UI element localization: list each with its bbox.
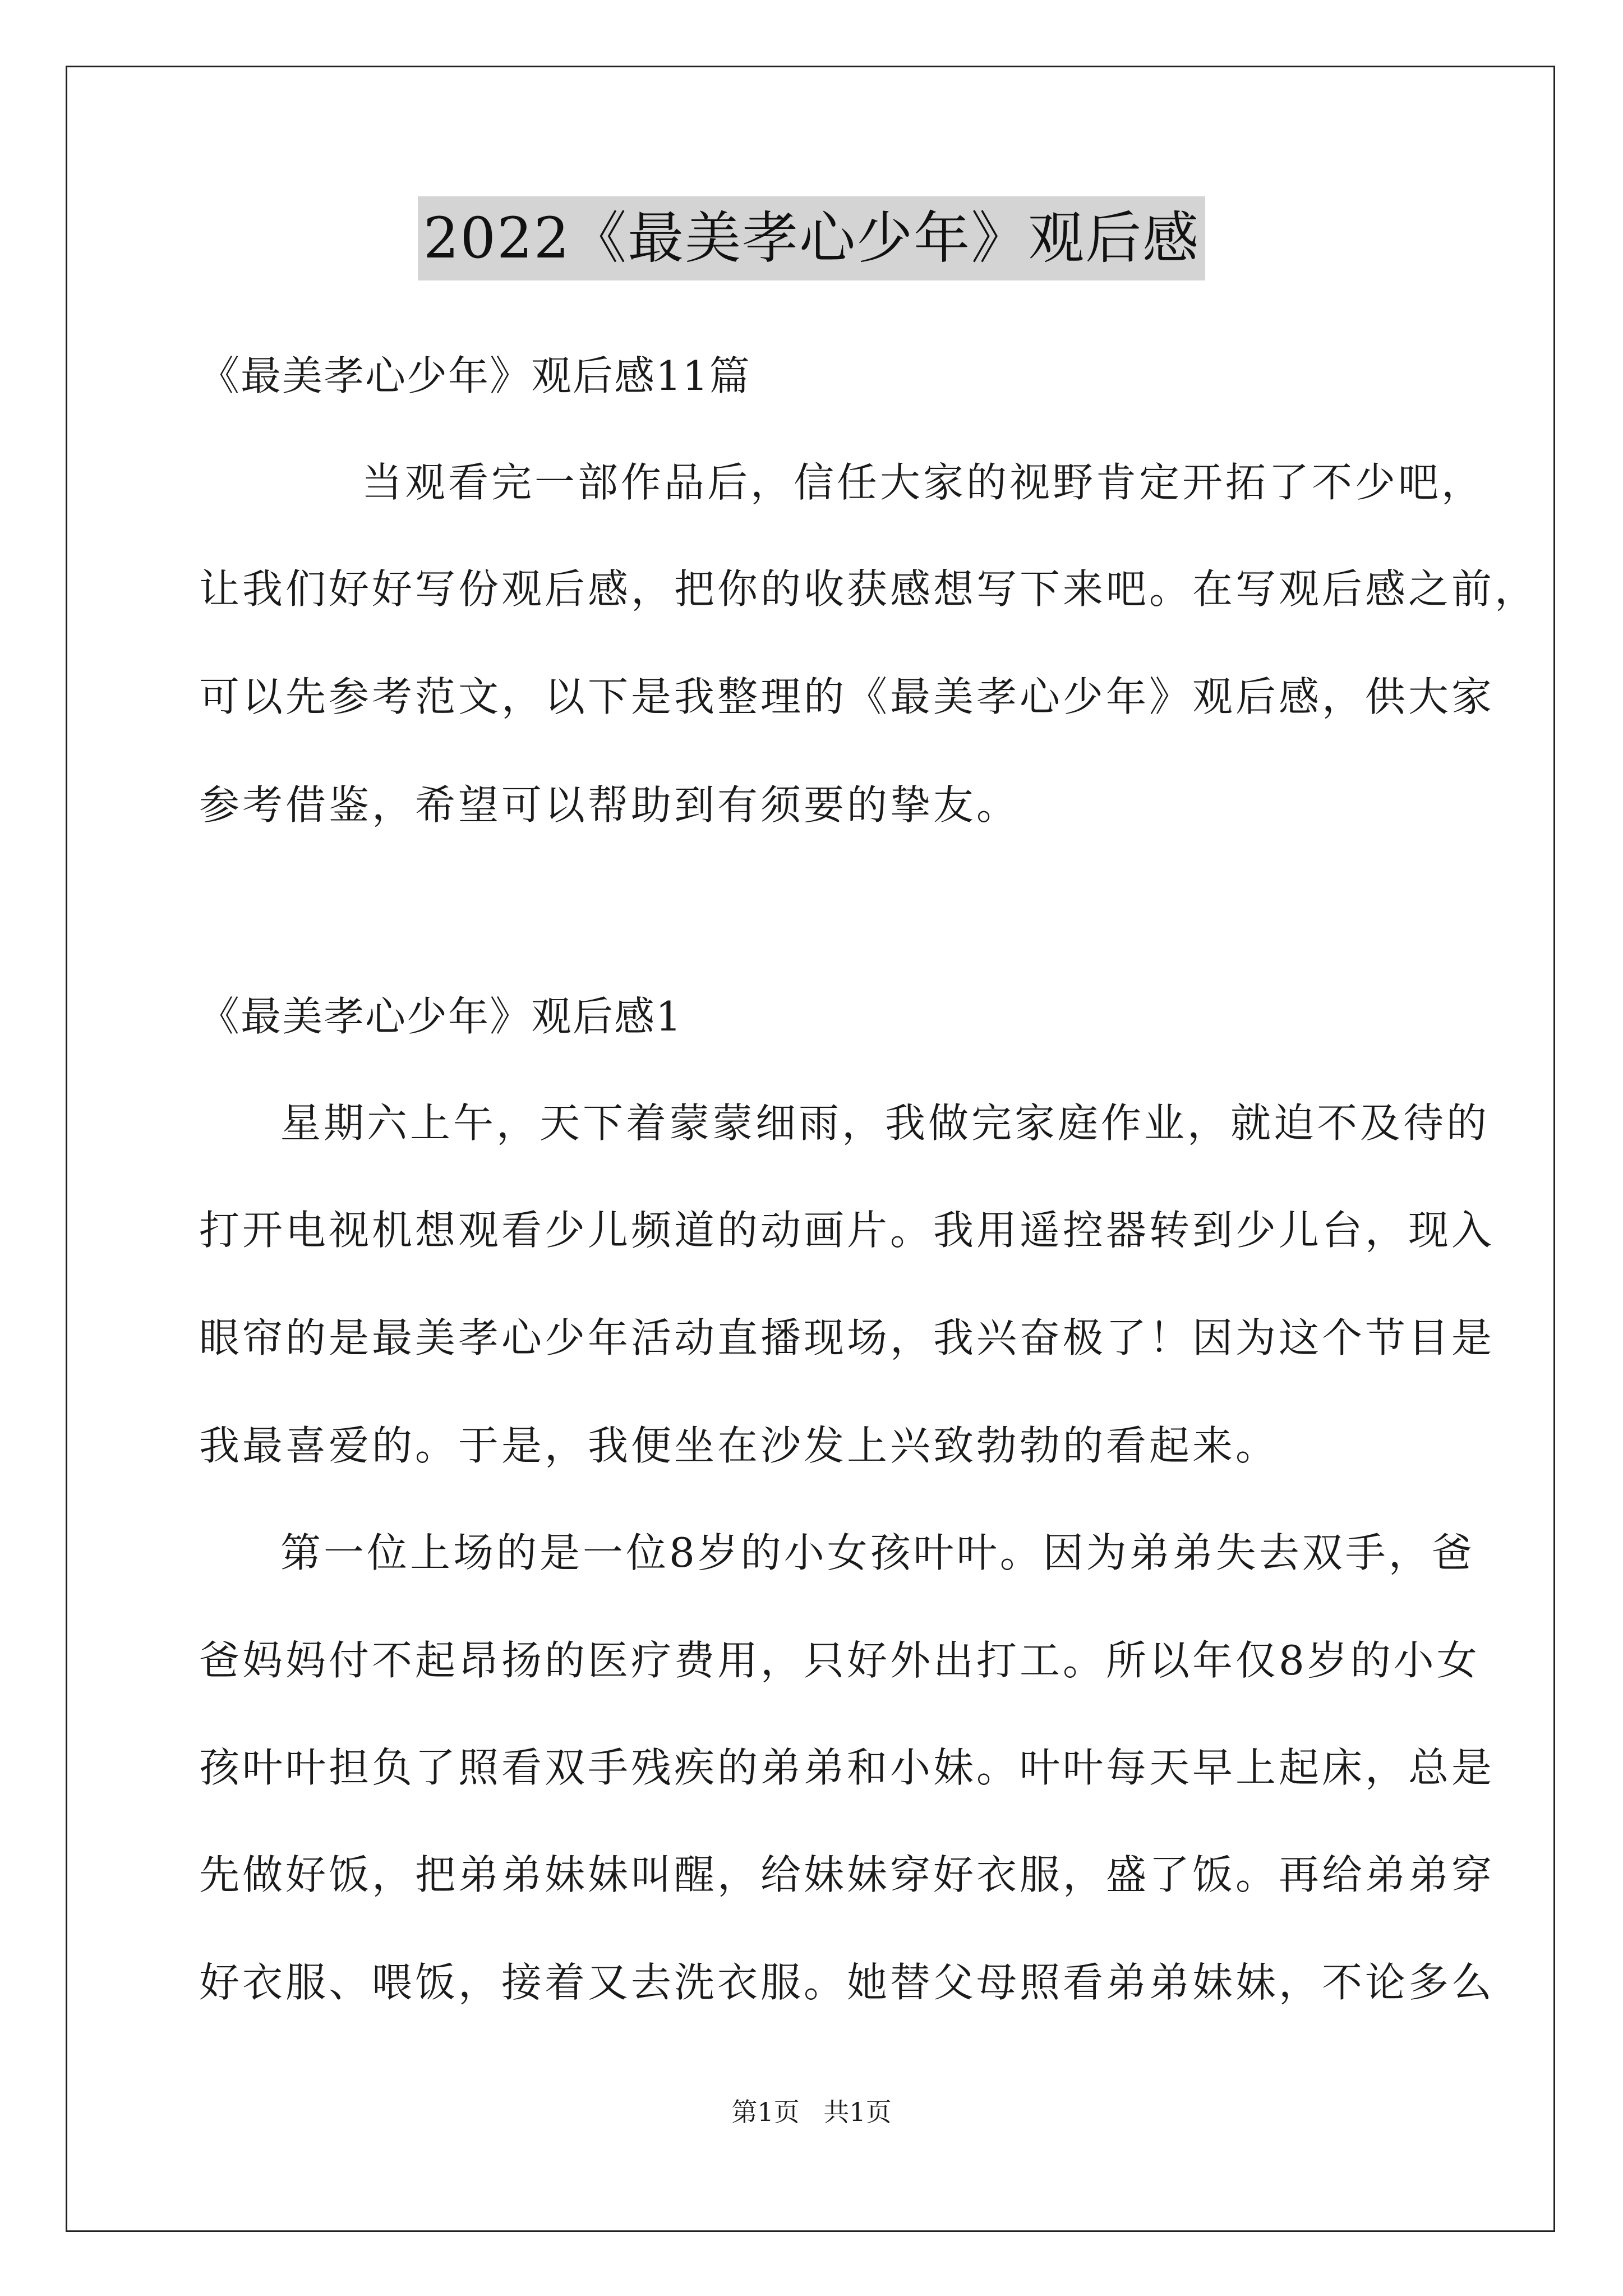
paragraph-line: 第一位上场的是一位8岁的小女孩叶叶。因为弟弟失去双手，爸: [280, 1529, 1475, 1576]
document-subtitle: 《最美孝心少年》观后感11篇: [199, 352, 751, 399]
intro-line: 让我们好好写份观后感，把你的收获感想写下来吧。在写观后感之前，: [199, 565, 1538, 613]
page-footer: [0, 2095, 1623, 2129]
paragraph-line: 好衣服、喂饭，接着又去洗衣服。她替父母照看弟弟妹妹，不论多么: [199, 1959, 1495, 2006]
paragraph-line: 爸妈妈付不起昂扬的医疗费用，只好外出打工。所以年仅8岁的小女: [199, 1637, 1480, 1684]
intro-line: 参考借鉴，希望可以帮助到有须要的挚友。: [199, 781, 1020, 829]
page-number-total: 共1页: [823, 2097, 892, 2127]
paragraph-line: 我最喜爱的。于是，我便坐在沙发上兴致勃勃的看起来。: [199, 1422, 1279, 1469]
paragraph-line: 孩叶叶担负了照看双手残疾的弟弟和小妹。叶叶每天早上起床，总是: [199, 1744, 1495, 1791]
intro-line: 当观看完一部作品后，信任大家的视野肯定开拓了不少吧，: [362, 459, 1485, 506]
page-number-current: 第1页: [731, 2097, 800, 2127]
paragraph-line: 先做好饭，把弟弟妹妹叫醒，给妹妹穿好衣服，盛了饭。再给弟弟穿: [199, 1851, 1495, 1898]
title-container: [0, 196, 1623, 280]
paragraph-line: 眼帘的是最美孝心少年活动直播现场，我兴奋极了！因为这个节目是: [199, 1314, 1495, 1361]
document-title: 2022《最美孝心少年》观后感: [418, 196, 1206, 280]
paragraph-line: 打开电视机想观看少儿频道的动画片。我用遥控器转到少儿台，现入: [199, 1207, 1495, 1254]
section-heading: 《最美孝心少年》观后感1: [199, 993, 683, 1040]
paragraph-line: 星期六上午，天下着蒙蒙细雨，我做完家庭作业，就迫不及待的: [280, 1099, 1490, 1147]
intro-line: 可以先参考范文，以下是我整理的《最美孝心少年》观后感，供大家: [199, 673, 1495, 720]
